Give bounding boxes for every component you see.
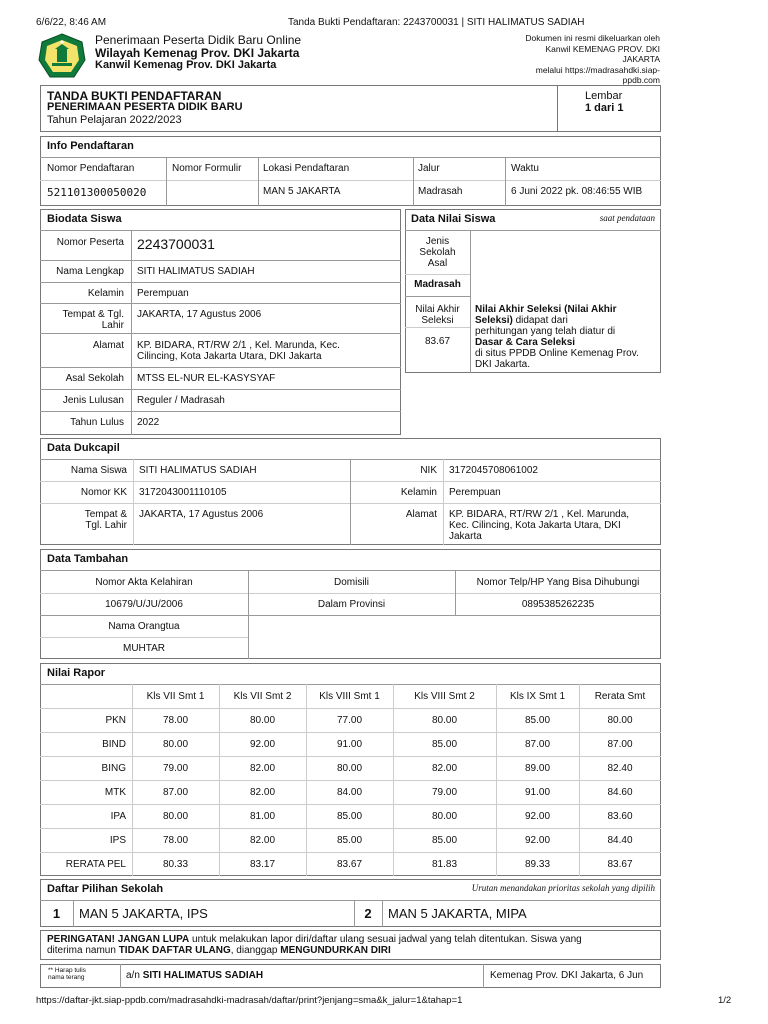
rapor-title: Nilai Rapor	[47, 667, 106, 679]
rapor-subject: IPS	[109, 835, 126, 846]
official-note-line: ppdb.com	[622, 75, 660, 85]
official-note	[490, 33, 660, 86]
rapor-cell: 82.00	[249, 835, 276, 846]
rapor-cell: 85.00	[524, 715, 551, 726]
desc-bold: Nilai Akhir Seleksi (Nilai Akhir	[475, 304, 617, 315]
rapor-subject: BING	[101, 763, 126, 774]
warning-bold: MENGUNDURKAN DIRI	[280, 945, 391, 956]
dukcapil-l-kk: Nomor KK	[80, 487, 127, 498]
footer-an	[126, 970, 263, 981]
dukcapil-v-ttl: JAKARTA, 17 Agustus 2006	[139, 509, 264, 520]
rapor-cell: 83.60	[607, 811, 633, 822]
biodata-v-peserta: 2243700031	[137, 236, 215, 252]
nilai-l-jenis	[405, 236, 470, 269]
print-page-number: 1/2	[718, 995, 732, 1006]
info-v-lokasi: MAN 5 JAKARTA	[263, 186, 341, 197]
rapor-cell: 83.17	[249, 859, 276, 870]
note-line: ** Harap tulis	[48, 967, 86, 974]
info-h-nomor: Nomor Pendaftaran	[47, 163, 135, 174]
divider	[120, 964, 121, 988]
rapor-cell: 81.83	[431, 859, 458, 870]
divider	[40, 900, 661, 901]
print-datetime: 6/6/22, 8:46 AM	[36, 17, 107, 28]
divider	[40, 804, 661, 805]
rapor-cell: 85.00	[431, 739, 458, 750]
divider	[405, 327, 470, 328]
rapor-cell: 82.00	[249, 787, 276, 798]
info-h-formulir: Nomor Formulir	[172, 163, 242, 174]
pilihan-n2: 2	[364, 906, 372, 921]
rapor-cell: 92.00	[524, 835, 551, 846]
divider	[40, 282, 401, 283]
dukcapil-v-nama: SITI HALIMATUS SADIAH	[139, 465, 257, 476]
tambahan-v-akta: 10679/U/JU/2006	[105, 599, 183, 610]
biodata-l-peserta: Nomor Peserta	[56, 237, 124, 248]
divider	[40, 157, 661, 158]
divider	[40, 303, 401, 304]
biodata-l-alamat: Alamat	[92, 340, 124, 351]
doc-year: Tahun Pelajaran 2022/2023	[47, 114, 182, 126]
tambahan-h-domisili: Domisili	[334, 577, 369, 588]
rapor-cell: 78.00	[162, 835, 189, 846]
biodata-v-tahun: 2022	[137, 417, 160, 428]
biodata-v-ttl: JAKARTA, 17 Agustus 2006	[137, 309, 262, 320]
nilai-description	[475, 304, 659, 370]
lembar-label: Lembar	[585, 90, 623, 102]
warning-bold: PERINGATAN! JANGAN LUPA	[47, 934, 190, 945]
nilai-siswa-title: Data Nilai Siswa	[411, 213, 496, 225]
divider	[40, 615, 661, 616]
divider	[382, 900, 383, 927]
info-v-jalur: Madrasah	[418, 186, 463, 197]
rapor-cell: 85.00	[336, 835, 363, 846]
footer-note	[48, 967, 86, 981]
info-h-waktu: Waktu	[511, 163, 539, 174]
divider	[40, 852, 661, 853]
nilai-siswa-note: saat pendataan	[599, 213, 655, 223]
rapor-cell: 87.00	[607, 739, 633, 750]
pilihan-note: Urutan menandakan prioritas sekolah yang dipilih	[471, 883, 655, 893]
pilihan-v2: MAN 5 JAKARTA, MIPA	[388, 906, 527, 921]
official-note-line: Dokumen ini resmi dikeluarkan oleh	[525, 33, 660, 43]
header-line2: Wilayah Kemenag Prov. DKI Jakarta	[95, 46, 300, 60]
divider	[258, 157, 259, 206]
divider	[40, 570, 661, 571]
doc-subtitle: PENERIMAAN PESERTA DIDIK BARU	[47, 101, 243, 113]
dukcapil-l-ttl	[44, 509, 127, 531]
label-line: Sekolah	[419, 247, 456, 258]
official-note-line: melalui https://madrasahdki.siap-	[535, 64, 660, 75]
rapor-header-cell: Rerata Smt	[594, 691, 646, 702]
divider	[40, 389, 401, 390]
tambahan-v-telp: 0895385262235	[521, 599, 595, 610]
rapor-cell: 82.00	[249, 763, 276, 774]
biodata-l-nama: Nama Lengkap	[56, 266, 124, 277]
divider	[40, 230, 401, 231]
rapor-header-cell: Kls VIII Smt 1	[319, 691, 380, 702]
print-tab-title: Tanda Bukti Pendaftaran: 2243700031 | SITI HALIMATUS SADIAH	[288, 17, 585, 28]
rapor-header-cell: Kls IX Smt 1	[509, 691, 565, 702]
info-v-waktu: 6 Juni 2022 pk. 08:46:55 WIB	[511, 186, 643, 197]
nilai-l-akhir	[405, 304, 470, 326]
rapor-cell: 80.00	[431, 811, 458, 822]
divider	[405, 274, 470, 275]
rapor-cell: 89.33	[524, 859, 551, 870]
desc-text: di situs PPDB Online Kemenag Prov.	[475, 348, 639, 359]
value-line: Kec. Cilincing, Kota Jakarta Utara, DKI	[449, 520, 621, 531]
desc-text: didapat dari	[512, 315, 568, 326]
biodata-l-asal: Asal Sekolah	[65, 373, 124, 384]
rapor-cell: 84.40	[607, 835, 633, 846]
label-line: Tempat & Tgl.	[62, 309, 124, 320]
divider	[40, 684, 661, 685]
divider	[40, 260, 401, 261]
info-h-jalur: Jalur	[418, 163, 440, 174]
dukcapil-title: Data Dukcapil	[47, 442, 120, 454]
warning-plain: , dianggap	[230, 945, 281, 956]
dukcapil-l-alamat: Alamat	[405, 509, 437, 520]
divider	[40, 180, 661, 181]
tambahan-h-akta: Nomor Akta Kelahiran	[95, 577, 193, 588]
rapor-cell: 91.00	[524, 787, 551, 798]
label-line: Asal	[427, 258, 448, 269]
divider	[166, 157, 167, 206]
dukcapil-l-kelamin: Kelamin	[400, 487, 437, 498]
rapor-cell: 85.00	[431, 835, 458, 846]
rapor-cell: 80.00	[607, 715, 633, 726]
rapor-cell: 91.00	[336, 739, 363, 750]
value-line: Cilincing, Kota Jakarta Utara, DKI Jakarta	[137, 351, 322, 362]
label-line: Nilai Akhir	[415, 304, 460, 315]
rapor-subject: BIND	[102, 739, 126, 750]
biodata-v-asal: MTSS EL-NUR EL-KASYSYAF	[137, 373, 276, 384]
rapor-cell: 83.67	[607, 859, 633, 870]
rapor-header-cell: Kls VIII Smt 2	[414, 691, 475, 702]
warning-bold: TIDAK DAFTAR ULANG	[118, 945, 231, 956]
rapor-cell: 79.00	[431, 787, 458, 798]
note-line: nama terang	[48, 974, 85, 981]
warning-text	[47, 934, 657, 956]
info-h-lokasi: Lokasi Pendaftaran	[263, 163, 350, 174]
print-url: https://daftar-jkt.siap-ppdb.com/madrasahdki-madrasah/daftar/print?jenjang=sma&k_jalur=1&tahap=1	[36, 995, 463, 1006]
divider	[40, 732, 661, 733]
official-note-line: Kanwil KEMENAG PROV. DKI	[545, 43, 660, 54]
an-name: SITI HALIMATUS SADIAH	[142, 970, 264, 981]
rapor-cell: 78.00	[162, 715, 189, 726]
label-line: Tgl. Lahir	[85, 520, 127, 531]
rapor-subject: MTK	[104, 787, 126, 798]
desc-bold[interactable]: Dasar & Cara Seleksi	[475, 337, 576, 348]
divider	[413, 157, 414, 206]
divider	[405, 296, 470, 297]
label-line: Seleksi	[421, 315, 454, 326]
rapor-cell: 80.00	[249, 715, 276, 726]
label-line: Tempat &	[84, 509, 127, 520]
rapor-cell: 79.00	[162, 763, 189, 774]
divider	[350, 459, 351, 545]
info-v-nomor: 521101300050020	[47, 186, 147, 199]
rapor-cell: 82.40	[607, 763, 633, 774]
divider	[40, 637, 248, 638]
rapor-cell: 80.00	[336, 763, 363, 774]
divider	[40, 411, 401, 412]
rapor-cell: 83.67	[336, 859, 363, 870]
biodata-v-kelamin: Perempuan	[137, 288, 189, 299]
kemenag-logo	[38, 33, 86, 81]
header-line1: Penerimaan Peserta Didik Baru Online	[95, 33, 302, 47]
dukcapil-v-kk: 3172043001110105	[139, 487, 227, 498]
divider	[40, 593, 661, 594]
biodata-v-nama: SITI HALIMATUS SADIAH	[137, 266, 255, 277]
footer-place-date: Kemenag Prov. DKI Jakarta, 6 Jun	[490, 970, 644, 981]
label-line: Lahir	[101, 320, 124, 331]
biodata-l-ttl	[44, 309, 124, 331]
dukcapil-v-alamat	[449, 509, 629, 542]
divider	[505, 157, 506, 206]
an-label: a/n	[126, 970, 143, 981]
rapor-cell: 84.00	[336, 787, 363, 798]
biodata-v-lulusan: Reguler / Madrasah	[137, 395, 225, 406]
divider	[40, 780, 661, 781]
rapor-cell: 77.00	[336, 715, 363, 726]
tambahan-h-ortu: Nama Orangtua	[108, 621, 180, 632]
pilihan-v1: MAN 5 JAKARTA, IPS	[79, 906, 208, 921]
rapor-cell: 87.00	[162, 787, 189, 798]
divider	[73, 900, 74, 927]
tambahan-title: Data Tambahan	[47, 553, 129, 565]
value-line: KP. BIDARA, RT/RW 2/1 , Kel. Marunda, Kec.	[137, 340, 340, 351]
lembar-value: 1 dari 1	[585, 102, 624, 114]
value-line: Jakarta	[449, 531, 482, 542]
divider	[40, 756, 661, 757]
rapor-cell: 87.00	[524, 739, 551, 750]
rapor-cell: 84.60	[607, 787, 633, 798]
rapor-cell: 80.33	[162, 859, 189, 870]
divider	[40, 708, 661, 709]
divider	[470, 230, 471, 373]
rapor-subject: RERATA PEL	[65, 859, 126, 870]
nilai-v-jenis: Madrasah	[414, 279, 461, 290]
label-line: Jenis	[425, 236, 450, 247]
info-title: Info Pendaftaran	[47, 140, 134, 152]
biodata-l-lulusan: Jenis Lulusan	[62, 395, 124, 406]
doc-title: TANDA BUKTI PENDAFTARAN	[47, 89, 222, 103]
header-line3: Kanwil Kemenag Prov. DKI Jakarta	[95, 59, 277, 71]
dukcapil-v-nik: 3172045708061002	[449, 465, 538, 476]
dukcapil-l-nama: Nama Siswa	[70, 465, 127, 476]
divider	[443, 459, 444, 545]
value-line: KP. BIDARA, RT/RW 2/1 , Kel. Marunda,	[449, 509, 630, 520]
divider	[557, 85, 558, 132]
rapor-header-cell: Kls VII Smt 1	[146, 691, 205, 702]
rapor-subject: PKN	[105, 715, 126, 726]
rapor-cell: 81.00	[249, 811, 276, 822]
dukcapil-l-nik: NIK	[420, 465, 437, 476]
divider	[40, 367, 401, 368]
divider	[40, 333, 401, 334]
biodata-v-alamat	[137, 340, 340, 362]
nilai-v-akhir: 83.67	[424, 336, 451, 347]
biodata-title: Biodata Siswa	[47, 213, 122, 225]
rapor-cell: 92.00	[249, 739, 276, 750]
tambahan-h-telp: Nomor Telp/HP Yang Bisa Dihubungi	[476, 577, 640, 588]
rapor-subject: IPA	[110, 811, 126, 822]
rapor-cell: 85.00	[336, 811, 363, 822]
rapor-cell: 80.00	[431, 715, 458, 726]
rapor-cell: 89.00	[524, 763, 551, 774]
rapor-cell: 82.00	[431, 763, 458, 774]
dukcapil-v-kelamin: Perempuan	[449, 487, 501, 498]
rapor-cell: 80.00	[162, 739, 189, 750]
desc-text: perhitungan yang telah diatur di	[475, 326, 616, 337]
divider	[40, 828, 661, 829]
desc-text: DKI Jakarta.	[475, 359, 531, 370]
warning-plain: untuk melakukan lapor diri/daftar ulang sesuai jadwal yang telah ditentukan. Siswa yang	[189, 934, 582, 945]
pilihan-n1: 1	[52, 906, 61, 921]
tambahan-v-domisili: Dalam Provinsi	[317, 599, 386, 610]
tambahan-v-ortu: MUHTAR	[122, 643, 166, 654]
biodata-l-tahun: Tahun Lulus	[70, 417, 124, 428]
divider	[483, 964, 484, 988]
rapor-cell: 80.00	[162, 811, 189, 822]
divider	[405, 230, 661, 231]
warning-plain: diterima namun	[47, 945, 119, 956]
pilihan-title: Daftar Pilihan Sekolah	[47, 883, 164, 895]
divider	[133, 459, 134, 545]
official-note-line: JAKARTA	[622, 54, 660, 64]
desc-bold: Seleksi)	[475, 315, 513, 326]
biodata-l-kelamin: Kelamin	[87, 288, 124, 299]
rapor-header-cell: Kls VII Smt 2	[233, 691, 292, 702]
rapor-cell: 92.00	[524, 811, 551, 822]
